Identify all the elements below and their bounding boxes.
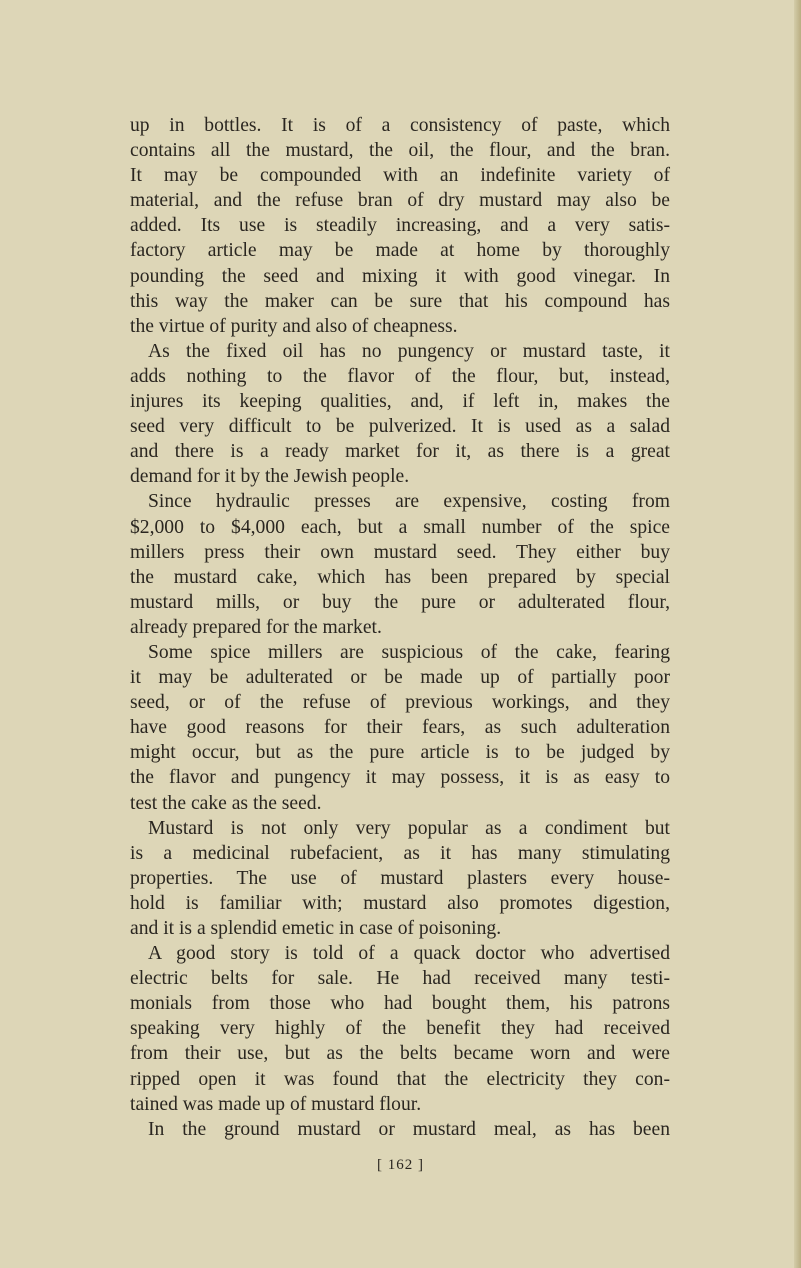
text-line: the virtue of purity and also of cheapness. <box>130 315 458 337</box>
text-line: seed very difficult to be pulverized. It is used as a salad <box>130 416 670 438</box>
text-line: test the cake as the seed. <box>130 792 322 814</box>
text-line: mustard mills, or buy the pure or adulterated flour, <box>130 591 670 613</box>
text-line: hold is familiar with; mustard also promotes digestion, <box>130 892 670 914</box>
text-line: the flavor and pungency it may possess, it is as easy to <box>130 767 670 789</box>
text-line: and there is a ready market for it, as there is a great <box>130 441 670 463</box>
text-line: It may be compounded with an indefinite variety of <box>130 165 670 187</box>
text-line: injures its keeping qualities, and, if left in, makes the <box>130 391 670 413</box>
text-line: demand for it by the Jewish people. <box>130 466 410 488</box>
text-line: contains all the mustard, the oil, the flour, and the bran. <box>130 140 670 162</box>
text-line: the mustard cake, which has been prepared by special <box>130 566 670 588</box>
text-line: In the ground mustard or mustard meal, as has been <box>148 1118 670 1140</box>
text-line: As the fixed oil has no pungency or mustard taste, it <box>148 340 670 362</box>
body-text <box>130 113 670 1142</box>
text-line: A good story is told of a quack doctor who advertised <box>148 943 670 965</box>
page-number: [ 162 ] <box>377 1157 424 1173</box>
text-line: it may be adulterated or be made up of partially poor <box>130 667 670 689</box>
text-line: this way the maker can be sure that his compound has <box>130 290 670 312</box>
text-line: up in bottles. It is of a consistency of paste, which <box>130 115 670 136</box>
page-edge-shadow <box>794 0 801 1268</box>
text-line: millers press their own mustard seed. They either buy <box>130 541 670 563</box>
text-line: have good reasons for their fears, as such adulteration <box>130 717 670 739</box>
text-line: electric belts for sale. He had received many testi- <box>130 968 670 990</box>
text-line: and it is a splendid emetic in case of poisoning. <box>130 918 502 939</box>
text-line: Mustard is not only very popular as a condiment but <box>148 817 670 839</box>
text-line: $2,000 to $4,000 each, but a small number of the spice <box>130 516 670 538</box>
text-line: Some spice millers are suspicious of the cake, fearing <box>148 641 670 663</box>
text-line: ripped open it was found that the electricity they con- <box>130 1068 670 1090</box>
text-line: from their use, but as the belts became worn and were <box>130 1043 670 1065</box>
text-line: seed, or of the refuse of previous workings, and they <box>130 692 670 714</box>
text-line: added. Its use is steadily increasing, and a very satis- <box>130 215 670 237</box>
text-line: factory article may be made at home by thoroughly <box>130 240 670 262</box>
text-line: material, and the refuse bran of dry mustard may also be <box>130 190 670 212</box>
text-line: speaking very highly of the benefit they had received <box>130 1018 670 1040</box>
text-line: already prepared for the market. <box>130 616 382 638</box>
text-line: tained was made up of mustard flour. <box>130 1093 422 1115</box>
text-line: pounding the seed and mixing it with good vinegar. In <box>130 265 670 287</box>
text-line: properties. The use of mustard plasters every house- <box>130 867 670 889</box>
text-line: is a medicinal rubefacient, as it has many stimulating <box>130 842 670 864</box>
text-line: might occur, but as the pure article is to be judged by <box>130 742 670 764</box>
text-line: monials from those who had bought them, his patrons <box>130 993 670 1015</box>
text-line: adds nothing to the flavor of the flour, but, instead, <box>130 365 670 387</box>
text-line: Since hydraulic presses are expensive, costing from <box>148 491 670 513</box>
